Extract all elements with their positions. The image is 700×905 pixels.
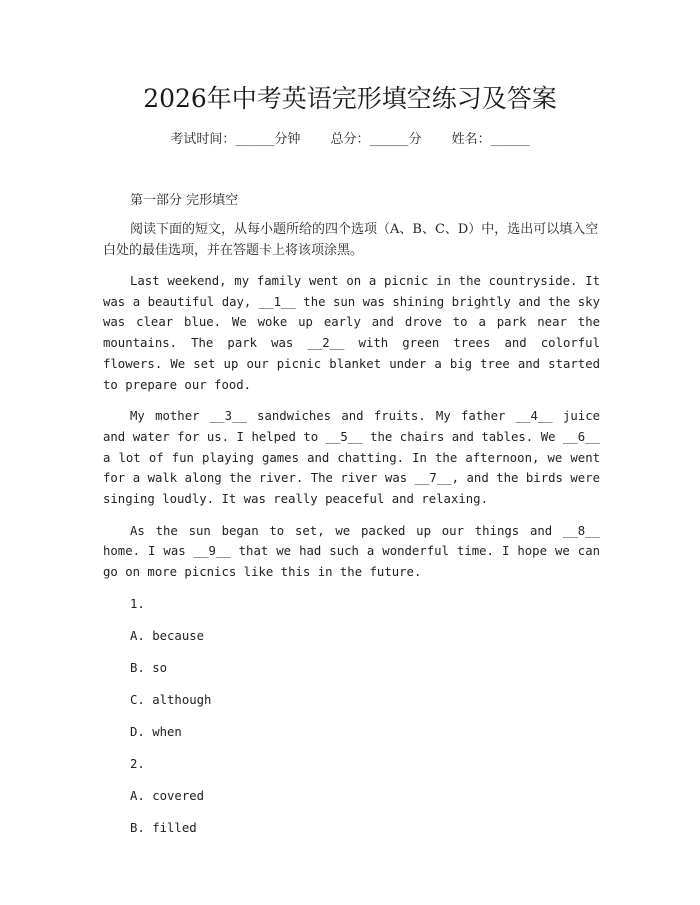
passage-paragraph-3: As the sun began to set, we packed up our things and __8__ home. I was __9__ that we had such a wonderful time. I hope we can go on more picnics like this in the future. (103, 523, 600, 580)
passage (103, 271, 600, 583)
document-title: 2026年中考英语完形填空练习及答案 (143, 84, 557, 113)
exam-info (0, 130, 700, 150)
question-1 (103, 594, 600, 742)
option-a: A. covered (130, 788, 205, 803)
exam-name: 姓名：______ (451, 132, 530, 147)
exam-time: 考试时间：______分钟 (170, 132, 301, 147)
section-title: 第一部分 完形填空 (130, 193, 239, 208)
passage-paragraph-1: Last weekend, my family went on a picnic in the countryside. It was a beautiful day, __1__ the sun was shining brightly and the sky was clear blue. We woke up early and drove to a park near the mountains. The park was __2__ with green trees and colorful flowers. We set up our picnic blanket under a big tree and started to prepare our food. (103, 274, 600, 392)
option-b: B. so (130, 660, 168, 675)
option-b: B. filled (130, 820, 197, 835)
passage-paragraph-2: My mother __3__ sandwiches and fruits. My father __4__ juice and water for us. I helped to __5__ the chairs and tables. We __6__ a lot of fun playing games and chatting. In the afternoon, we went for a walk along the river. The river was __7__, and the birds were singing loudly. It was really peaceful and relaxing. (103, 409, 600, 507)
option-d: D. when (130, 724, 182, 739)
question-number: 1. (130, 596, 145, 611)
option-a: A. because (130, 628, 205, 643)
question-number: 2. (130, 756, 145, 771)
main-content (103, 191, 600, 850)
instructions: 阅读下面的短文，从每小题所给的四个选项（A、B、C、D）中，选出可以填入空白处的最佳选项，并在答题卡上将该项涂黑。 (103, 222, 599, 258)
option-c: C. although (130, 692, 212, 707)
exam-score: 总分：______分 (330, 132, 422, 147)
question-2 (103, 754, 600, 838)
